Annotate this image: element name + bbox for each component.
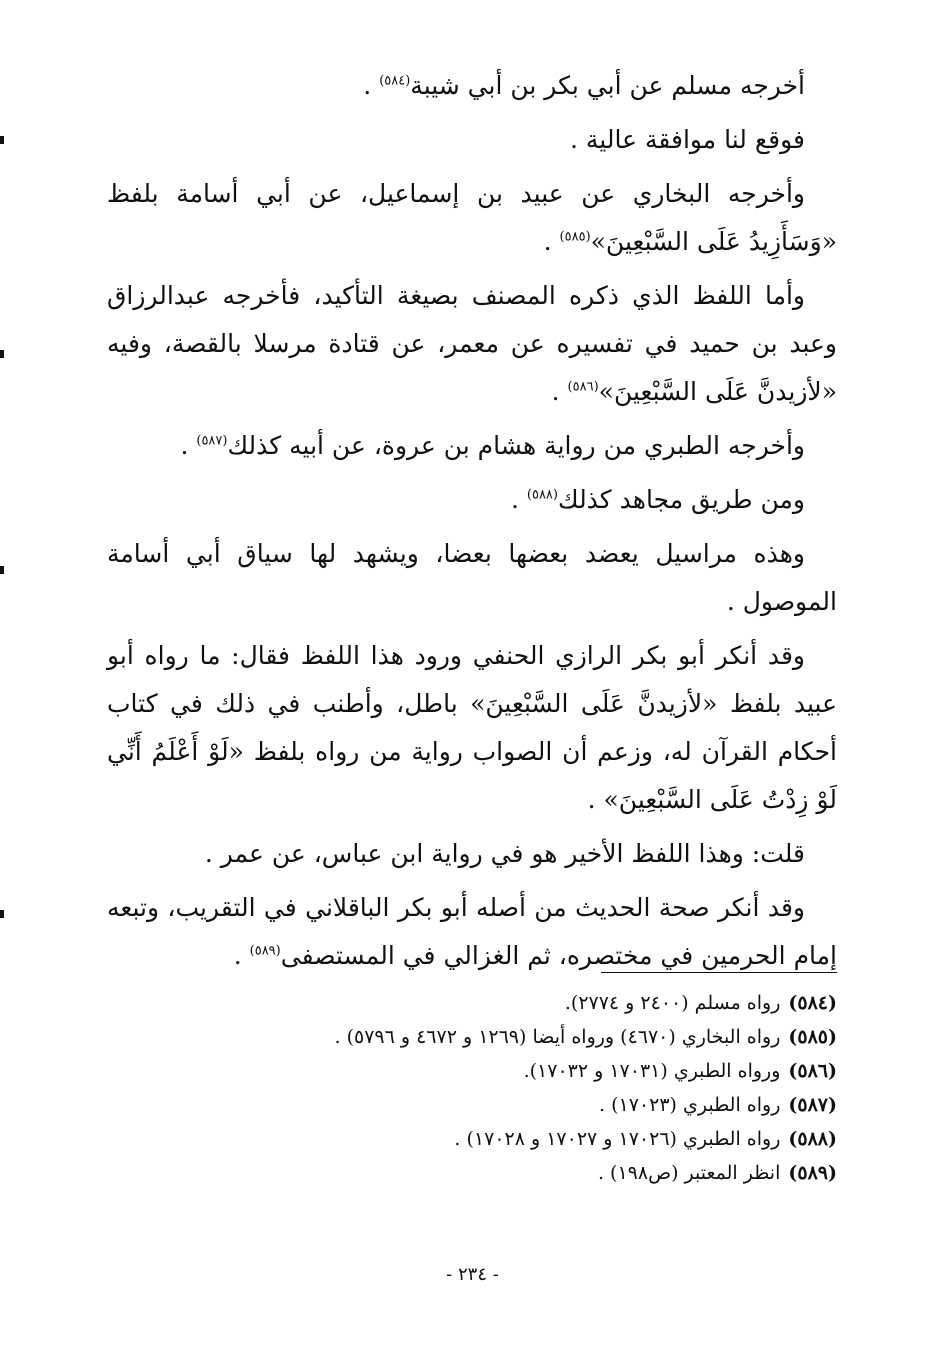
footnote-587 — [107, 1088, 837, 1122]
footnote-ref-587[interactable]: (٥٨٧) — [196, 433, 228, 449]
footnote-text: انظر المعتبر (ص١٩٨) . — [597, 1162, 781, 1184]
footnote-text: رواه مسلم (٢٤٠٠ و ٢٧٧٤). — [564, 992, 781, 1014]
margin-mark — [0, 350, 4, 358]
footnote-text: ورواه الطبري (١٧٠٣١ و ١٧٠٣٢). — [523, 1060, 781, 1082]
footnote-ref-584[interactable]: (٥٨٤) — [379, 73, 411, 89]
footnote-text: رواه الطبري (١٧٠٢٦ و ١٧٠٢٧ و ١٧٠٢٨) . — [454, 1128, 781, 1150]
footnote-number: (٥٨٦) — [788, 1060, 837, 1082]
footnote-number: (٥٨٤) — [788, 992, 837, 1014]
paragraph-4: وأما اللفظ الذي ذكره المصنف بصيغة التأكيد، فأخرجه عبدالرزاق وعبد بن حميد في تفسيره عن معمر، عن قتادة مرسلا بالقصة، وفيه «لأزيدنَّ عَلَى السَّبْعِينَ»$^{(٥٨٦)}$ . — [107, 281, 837, 406]
footnote-585 — [107, 1020, 837, 1054]
footnote-589 — [107, 1156, 837, 1190]
margin-mark — [0, 566, 4, 574]
footnote-ref-585[interactable]: (٥٨٥) — [559, 229, 591, 245]
footnote-number: (٥٨٧) — [788, 1094, 837, 1116]
footnote-number: (٥٨٩) — [788, 1162, 837, 1184]
footnote-text: رواه الطبري (١٧٠٢٣) . — [599, 1094, 781, 1116]
footnote-ref-589[interactable]: (٥٨٩) — [249, 943, 281, 959]
footnote-separator — [601, 972, 837, 973]
page-body — [107, 62, 837, 986]
footnote-586 — [107, 1054, 837, 1088]
paragraph-2: فوقع لنا موافقة عالية . — [570, 125, 805, 154]
footnote-584 — [107, 986, 837, 1020]
footnote-588 — [107, 1122, 837, 1156]
paragraph-9: قلت: وهذا اللفظ الأخير هو في رواية ابن عباس، عن عمر . — [204, 839, 805, 868]
paragraph-5: وأخرجه الطبري من رواية هشام بن عروة، عن أبيه كذلك$^{(٥٨٧)}$ . — [180, 431, 805, 460]
footnote-ref-588[interactable]: (٥٨٨) — [526, 487, 558, 503]
margin-mark — [0, 910, 4, 918]
paragraph-6: ومن طريق مجاهد كذلك$^{(٥٨٨)}$ . — [510, 485, 805, 514]
paragraph-7: وهذه مراسيل يعضد بعضها بعضا، ويشهد لها سياق أبي أسامة الموصول . — [107, 539, 837, 616]
footnote-ref-586[interactable]: (٥٨٦) — [567, 379, 599, 395]
margin-mark — [0, 136, 4, 144]
page-number: - ٢٣٤ - — [446, 1264, 499, 1285]
footnote-text: رواه البخاري (٤٦٧٠) ورواه أيضا (١٢٦٩ و ٤٦٧٢ و ٥٧٩٦) . — [334, 1026, 781, 1048]
footnote-number: (٥٨٨) — [788, 1128, 837, 1150]
paragraph-10: وقد أنكر صحة الحديث من أصله أبو بكر الباقلاني في التقريب، وتبعه إمام الحرمين في مختصره، ثم الغزالي في المستصفى$^{(٥٨٩)}$ . — [107, 893, 837, 970]
footnote-number: (٥٨٥) — [788, 1026, 837, 1048]
paragraph-1: أخرجه مسلم عن أبي بكر بن أبي شيبة$^{(٥٨٤)}$ . — [363, 71, 805, 100]
paragraph-3: وأخرجه البخاري عن عبيد بن إسماعيل، عن أبي أسامة بلفظ «وَسَأَزِيدُ عَلَى السَّبْعِينَ»$^{(٥٨٥)}$ . — [107, 179, 837, 256]
footnotes — [107, 986, 837, 1190]
paragraph-8: وقد أنكر أبو بكر الرازي الحنفي ورود هذا اللفظ فقال: ما رواه أبو عبيد بلفظ «لأزيدنَّ عَلَى السَّبْعِينَ» باطل، وأطنب في ذلك في كتاب أحكام القرآن له، وزعم أن الصواب رواية من رواه بلفظ «لَوْ أَعْلَمُ أَنِّي لَوْ زِدْتُ عَلَى السَّبْعِينَ» . — [107, 641, 837, 814]
